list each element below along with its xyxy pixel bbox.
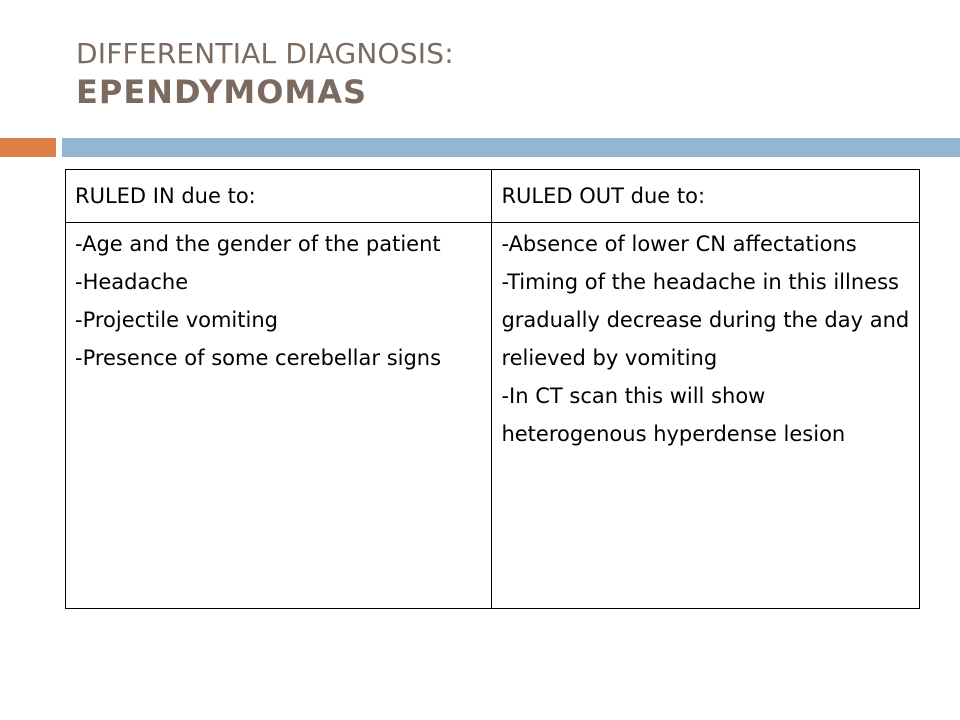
table-header-row	[66, 170, 920, 223]
differential-table	[65, 169, 920, 609]
slide-title-line1: DIFFERENTIAL DIAGNOSIS:	[76, 37, 454, 70]
ruled-out-cell	[492, 223, 920, 609]
table-body-row	[66, 223, 920, 609]
ruled-out-item: -Timing of the headache in this illness gradually decrease during the day and relieved by vomiting	[501, 270, 910, 370]
ruled-in-item: -Headache	[75, 270, 189, 294]
ruled-out-item: -Absence of lower CN affectations	[501, 232, 857, 256]
divider-bar	[62, 138, 960, 157]
ruled-in-item: -Age and the gender of the patient	[75, 232, 441, 256]
header-ruled-out: RULED OUT due to:	[492, 170, 920, 223]
ruled-in-cell	[66, 223, 492, 609]
header-ruled-in: RULED IN due to:	[66, 170, 492, 223]
ruled-in-item: -Projectile vomiting	[75, 308, 278, 332]
ruled-in-item: -Presence of some cerebellar signs	[75, 346, 442, 370]
slide-title-line2: EPENDYMOMAS	[76, 72, 368, 111]
slide-title	[76, 36, 936, 113]
ruled-out-item: -In CT scan this will show heterogenous hyperdense lesion	[501, 384, 846, 446]
accent-bar	[0, 138, 56, 157]
